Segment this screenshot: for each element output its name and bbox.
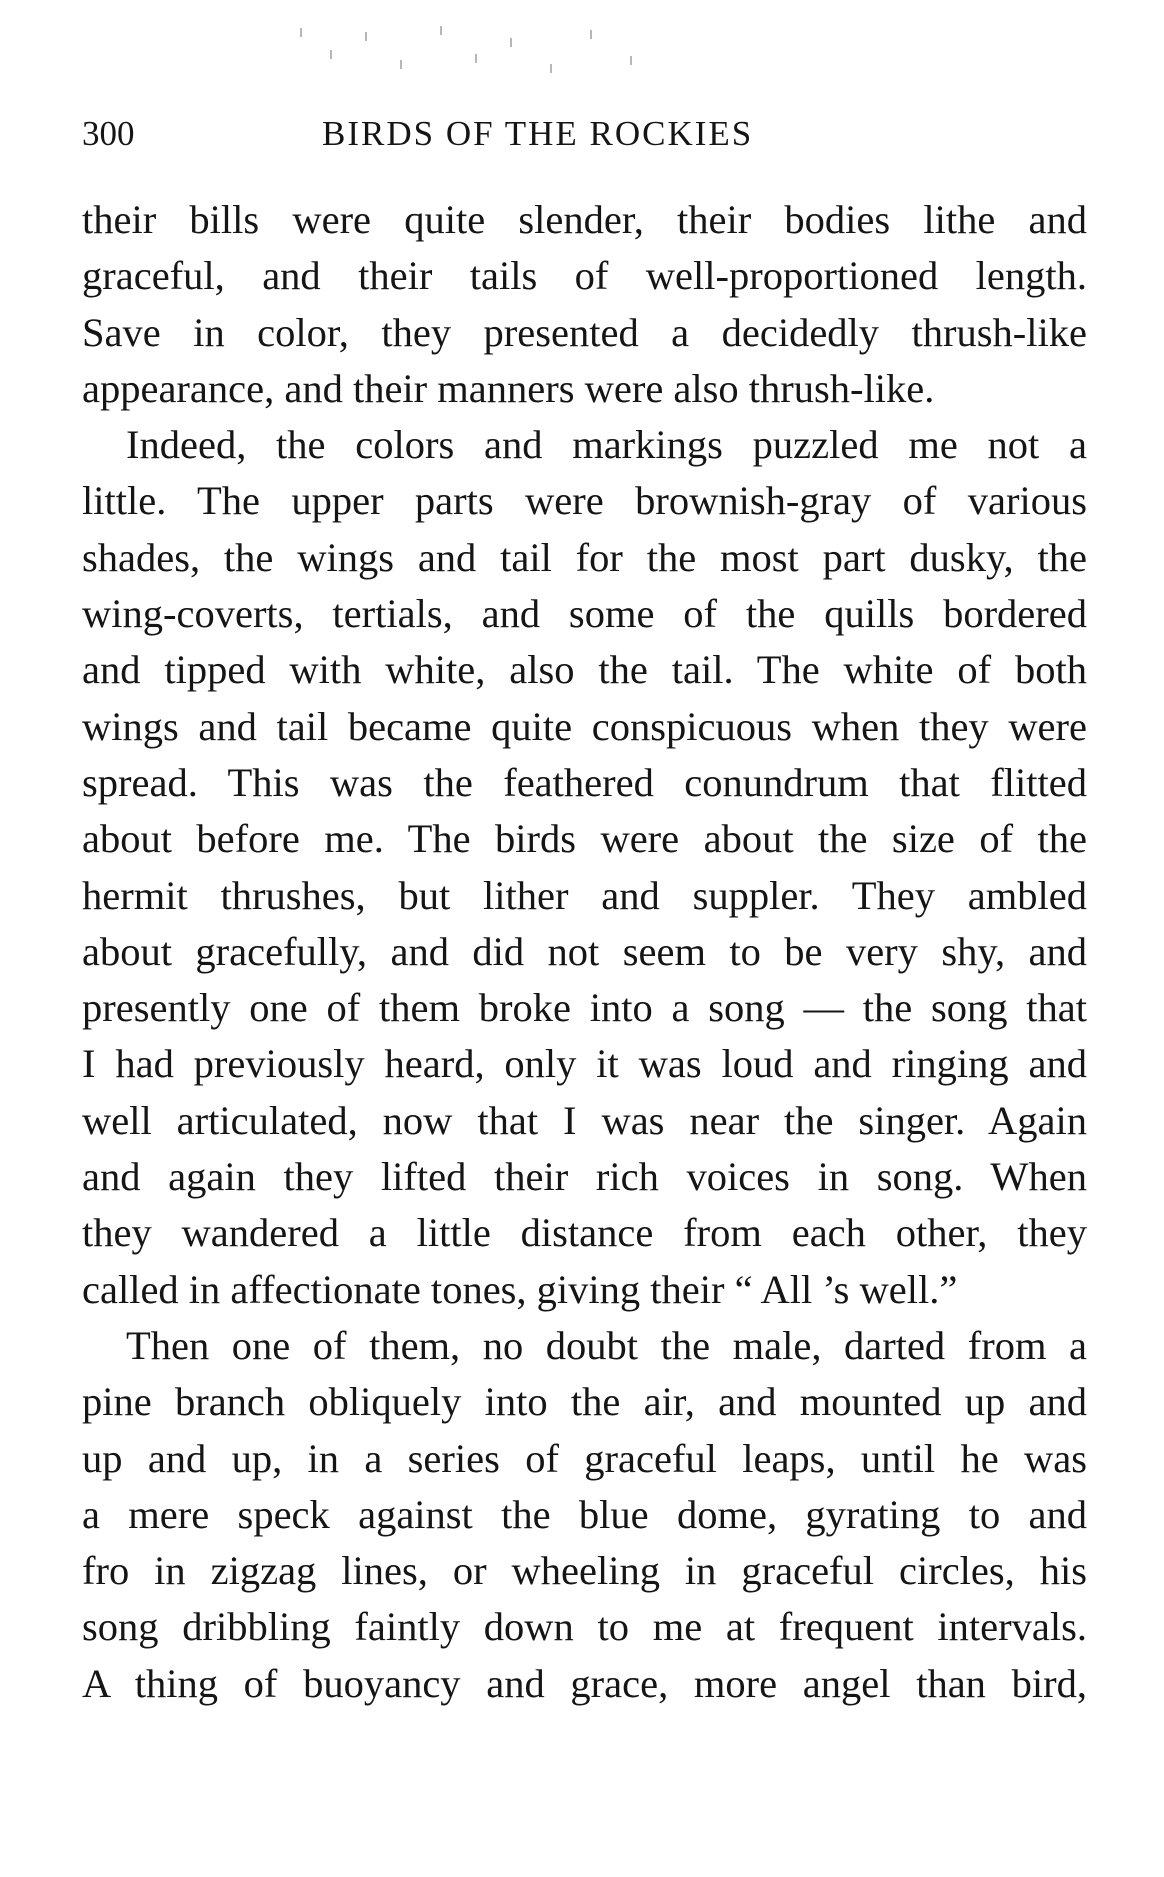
bleed-through-specks	[290, 20, 650, 90]
text-line: graceful, and their tails of well-proportioned length.	[82, 253, 1087, 299]
text-line: I had previously heard, only it was loud and ringing and	[82, 1041, 1087, 1087]
paragraph-3	[82, 1318, 1087, 1712]
text-line: Save in color, they presented a decidedly thrush-like	[82, 309, 1087, 355]
text-line: wings and tail became quite conspicuous when they were	[82, 703, 1087, 749]
text-line: appearance, and their manners were also thrush-like.	[82, 365, 935, 411]
page-number: 300	[82, 114, 135, 153]
text-line: about gracefully, and did not seem to be very shy, and	[82, 928, 1087, 974]
text-line: presently one of them broke into a song — the song that	[82, 985, 1087, 1031]
text-line: and again they lifted their rich voices in song. When	[82, 1154, 1087, 1200]
text-line: pine branch obliquely into the air, and mounted up and	[82, 1379, 1087, 1425]
text-line: spread. This was the feathered conundrum that flitted	[82, 759, 1087, 805]
paragraph-2	[82, 417, 1087, 1318]
paragraph-1	[82, 192, 1087, 417]
text-line: their bills were quite slender, their bodies lithe and	[82, 197, 1087, 242]
text-line: up and up, in a series of graceful leaps, until he was	[82, 1435, 1087, 1481]
body-text	[82, 192, 1087, 1712]
text-line: wing-coverts, tertials, and some of the quills bordered	[82, 591, 1087, 637]
text-line: and tipped with white, also the tail. The white of both	[82, 647, 1087, 693]
text-line: they wandered a little distance from each other, they	[82, 1210, 1087, 1256]
text-line: A thing of buoyancy and grace, more angel than bird,	[82, 1660, 1087, 1706]
text-line: well articulated, now that I was near the singer. Again	[82, 1097, 1087, 1143]
text-line: Then one of them, no doubt the male, darted from a	[126, 1322, 1087, 1368]
text-line: hermit thrushes, but lither and suppler. They ambled	[82, 872, 1087, 918]
text-line: a mere speck against the blue dome, gyrating to and	[82, 1491, 1087, 1537]
text-line: Indeed, the colors and markings puzzled me not a	[126, 422, 1087, 468]
running-title: BIRDS OF THE ROCKIES	[322, 114, 754, 153]
text-line: about before me. The birds were about the size of the	[82, 816, 1087, 862]
text-line: little. The upper parts were brownish-gray of various	[82, 478, 1087, 524]
text-line: song dribbling faintly down to me at frequent intervals.	[82, 1604, 1087, 1650]
running-head	[82, 114, 1087, 154]
text-line: called in affectionate tones, giving their “ All ’s well.”	[82, 1266, 958, 1312]
text-line: fro in zigzag lines, or wheeling in graceful circles, his	[82, 1548, 1087, 1594]
text-line: shades, the wings and tail for the most part dusky, the	[82, 534, 1087, 580]
